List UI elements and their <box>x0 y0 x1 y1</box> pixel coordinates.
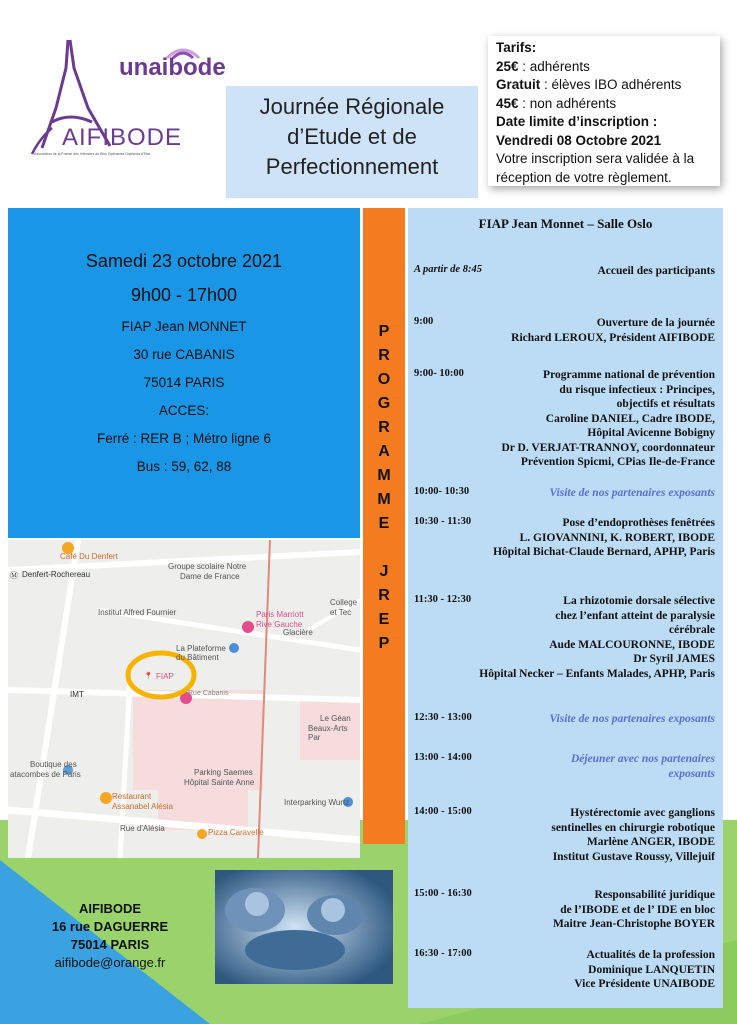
surgery-photo <box>215 870 393 984</box>
programme-time: 10:00- 10:30 <box>414 486 470 497</box>
vertical-letter: A <box>378 443 390 460</box>
programme-description <box>479 594 715 681</box>
vertical-letter: R <box>378 347 390 364</box>
map-label-restaurant: Restaurant <box>112 792 152 801</box>
programme-description <box>597 264 715 279</box>
tarif-adherent-price: 25€ <box>496 58 519 74</box>
programme-time: 9:00- 10:00 <box>414 368 464 379</box>
map-label-college: College <box>330 598 358 607</box>
programme-description <box>550 712 716 727</box>
programme-line: Pose d’endoprothèses fenêtrées <box>562 517 715 529</box>
metro-icon: Ⓜ <box>10 571 18 580</box>
programme-line: Dr D. VERJAT-TRANNOY, coordonnateur <box>501 441 715 454</box>
vertical-letter: O <box>377 371 391 388</box>
address-email[interactable]: aifibode@orange.fr <box>54 955 166 970</box>
event-city: 75014 PARIS <box>143 375 225 390</box>
event-rail-access: Ferré : RER B ; Métro ligne 6 <box>96 431 272 446</box>
title-line-2: d’Etude et de <box>287 124 417 149</box>
event-date: Samedi 23 octobre 2021 <box>85 251 283 271</box>
map-label-imt: IMT <box>70 690 84 699</box>
vertical-letter: M <box>377 467 391 484</box>
deadline-label: Date limite d’inscription : <box>496 114 658 129</box>
programme-line: Hôpital Avicenne Bobigny <box>587 427 715 439</box>
programme-line: Hystérectomie avec ganglions <box>570 807 715 819</box>
programme-title: FIAP Jean Monnet – Salle Oslo <box>478 216 653 231</box>
programme-line: Maitre Jean-Christophe BOYER <box>552 918 715 930</box>
programme-line: Vice Présidente UNAIBODE <box>574 978 715 990</box>
programme-line: La rhizotomie dorsale sélective <box>563 595 715 607</box>
surgery-image <box>215 870 393 984</box>
programme-line: Déjeuner avec nos partenaires <box>570 753 715 765</box>
event-title <box>226 86 478 198</box>
address-org: AIFIBODE <box>78 901 142 916</box>
aifibode-logo-text: AIFIBODE <box>62 124 183 151</box>
aifibode-logo-subtitle: Association de la France des Infirmiers de Bloc Opératoire Diplômés d'Etat <box>34 152 150 156</box>
programme-description <box>553 888 715 932</box>
programme-line: cérébrale <box>669 624 715 636</box>
programme-line: Visite de nos partenaires exposants <box>549 487 715 499</box>
unaibode-logo-text: unaibode <box>119 54 226 81</box>
vertical-letter: J <box>379 563 389 580</box>
address-city: 75014 PARIS <box>70 937 150 952</box>
programme-line: Programme national de prévention <box>543 369 715 381</box>
programme-description <box>493 516 715 560</box>
map-label-institut: Institut Alfred Fournier <box>98 608 177 617</box>
programme-line: Prévention Spicmi, CPias Ile-de-France <box>520 456 715 468</box>
programme-line: Richard LEROUX, Président AIFIBODE <box>511 331 715 344</box>
vertical-letter: E <box>378 611 390 628</box>
tarif-non-adherent-price: 45€ <box>496 95 519 111</box>
programme-line: Dominique LANQUETIN <box>588 963 715 976</box>
programme-time: 9:00 <box>414 316 434 327</box>
event-street: 30 rue CABANIS <box>133 347 235 362</box>
map-label-parking: Parking Saemes <box>194 768 253 777</box>
programme-description <box>574 948 715 992</box>
programme-description <box>501 368 715 470</box>
tarif-free-desc: : élèves IBO adhérents <box>540 77 682 92</box>
programme-time: 10:30 - 11:30 <box>414 516 472 527</box>
tarif-non-adherent-label: : non adhérents <box>518 95 617 111</box>
vertical-letter: E <box>378 515 390 532</box>
organizer-address <box>30 900 190 972</box>
address-street: 16 rue DAGUERRE <box>51 919 169 934</box>
programme-description <box>571 752 715 781</box>
programme-line: Dr Syril JAMES <box>633 653 715 665</box>
programme-line: du risque infectieux : Principes, <box>559 383 715 396</box>
map-label-marriott: Paris Marriott <box>256 610 304 619</box>
unaibode-logo <box>115 48 235 84</box>
programme-line: Aude MALCOURONNE, IBODE <box>549 638 715 651</box>
map-roads <box>8 540 360 858</box>
programme-time: 14:00 - 15:00 <box>414 806 472 817</box>
programme-line: Hôpital Bichat-Claude Bernard, APHP, Paris <box>493 546 715 558</box>
map-label-beaux: Beaux-Arts Par <box>308 724 348 742</box>
map-label-pizza: Pizza Caravelle <box>208 828 264 837</box>
vertical-letter: P <box>378 323 390 340</box>
location-map[interactable] <box>8 540 360 858</box>
programme-time: 15:00 - 16:30 <box>414 888 472 899</box>
vertical-letter: R <box>378 419 390 436</box>
programme-line: objectifs et résultats <box>616 398 715 410</box>
vertical-letter: P <box>378 635 390 652</box>
programme-line: Institut Gustave Roussy, Villejuif <box>552 850 715 863</box>
programme-description <box>550 486 716 501</box>
programme-line: exposants <box>668 767 715 780</box>
programme-time: 16:30 - 17:00 <box>414 948 472 959</box>
programme-time: 13:00 - 14:00 <box>414 752 472 763</box>
map-label-glaciere: Glacière <box>283 628 313 637</box>
map-label-assanabel: Assanabel Alésia <box>112 802 173 811</box>
map-label-catacombes: atacombes de Paris <box>10 770 81 779</box>
deadline-date: Vendredi 08 Octobre 2021 <box>496 132 662 148</box>
map-label-cafe: Café Du Denfert <box>60 552 118 561</box>
map-label-hopital: Hôpital Sainte Anne <box>184 778 255 787</box>
programme-jrep-vertical <box>363 320 405 656</box>
map-label-alesia: Rue d'Alésia <box>120 824 165 833</box>
event-hours: 9h00 - 17h00 <box>130 285 238 305</box>
programme-line: Marlène ANGER, IBODE <box>586 836 715 848</box>
programme-line: sentinelles en chirurgie robotique <box>551 821 715 834</box>
map-label-groupe: Groupe scolaire Notre <box>168 562 247 571</box>
map-label-interparking: Interparking Wurtz <box>284 798 350 807</box>
map-label-fiap: FIAP <box>156 672 174 681</box>
vertical-gap <box>363 536 405 560</box>
map-label-denfert: Denfert-Rochereau <box>22 570 91 579</box>
vertical-letter: R <box>378 587 390 604</box>
vertical-letter: M <box>377 491 391 508</box>
map-label-groupe-2: Dame de France <box>180 572 240 581</box>
event-info-panel <box>8 208 360 538</box>
programme-panel <box>408 208 723 1008</box>
event-venue: FIAP Jean MONNET <box>121 319 247 334</box>
programme-description <box>511 316 715 345</box>
event-bus-access: Bus : 59, 62, 88 <box>136 459 232 474</box>
programme-line: Actualités de la profession <box>586 949 715 961</box>
map-label-ettec: et Tec <box>330 608 352 617</box>
map-label-cabanis: Rue Cabanis <box>188 690 229 697</box>
map-pin-icon: 📍 <box>144 673 153 680</box>
title-line-3: Perfectionnement <box>265 154 439 179</box>
validation-note-1: Votre inscription sera validée à la <box>496 151 695 166</box>
programme-description <box>551 806 715 864</box>
map-label-plateforme: La Plateforme du Bâtiment <box>176 644 226 662</box>
title-line-1: Journée Régionale <box>259 94 445 119</box>
programme-line: Caroline DANIEL, Cadre IBODE, <box>545 412 715 425</box>
tarifs-box <box>488 36 720 186</box>
programme-line: Ouverture de la journée <box>596 317 715 329</box>
programme-time: A partir de 8:45 <box>414 264 482 275</box>
map-label-marriott-2: Rive Gauche <box>256 620 303 629</box>
programme-time: 11:30 - 12:30 <box>414 594 472 605</box>
programme-line: de l’IBODE et de l’ IDE en bloc <box>560 903 715 916</box>
event-acces-label: ACCES: <box>158 403 210 418</box>
map-label-geant: Le Géan <box>320 714 351 723</box>
validation-note-2: réception de votre règlement. <box>496 169 672 185</box>
vertical-letter: G <box>377 395 391 412</box>
map-label-boutique: Boutique des <box>30 760 77 769</box>
tarif-adherent-label: : adhérents <box>518 58 590 74</box>
tarifs-heading: Tarifs: <box>496 40 537 55</box>
programme-time: 12:30 - 13:00 <box>414 712 472 723</box>
programme-line: Hôpital Necker – Enfants Malades, APHP, Paris <box>479 667 715 680</box>
programme-line: Accueil des participants <box>597 265 715 277</box>
tarif-free-label: Gratuit <box>496 77 541 92</box>
programme-line: Visite de nos partenaires exposants <box>549 713 715 725</box>
programme-line: Responsabilité juridique <box>594 889 715 901</box>
programme-line: L. GIOVANNINI, K. ROBERT, IBODE <box>519 531 715 544</box>
programme-line: chez l’enfant atteint de paralysie <box>555 609 715 622</box>
